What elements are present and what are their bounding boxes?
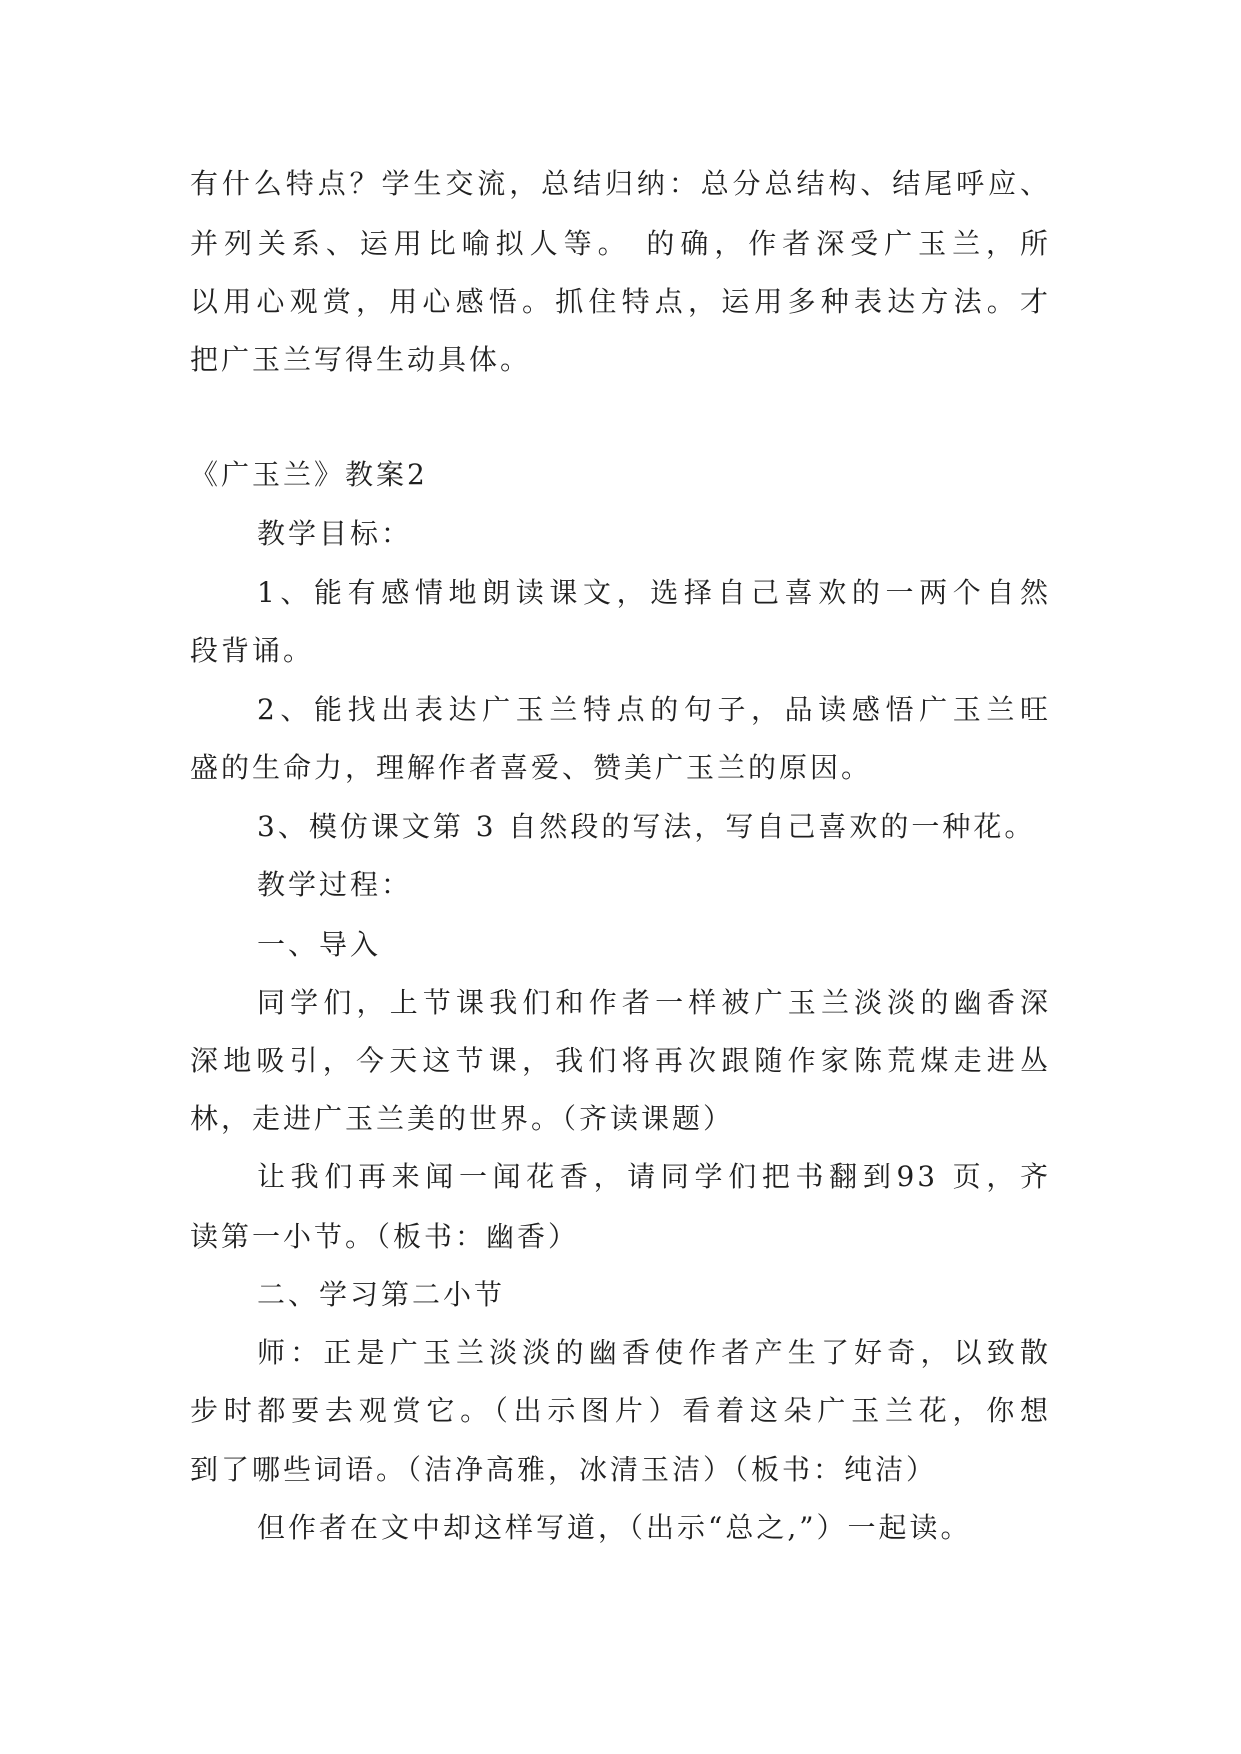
objective-line: 段背诵。 bbox=[190, 634, 315, 667]
objective-line: 盛的生命力，理解作者喜爱、赞美广玉兰的原因。 bbox=[190, 751, 873, 784]
objective-line: 1、能有感情地朗读课文，选择自己喜欢的一两个自然 bbox=[257, 576, 1051, 609]
objective-line: 3、模仿课文第 3 自然段的写法，写自己喜欢的一种花。 bbox=[257, 810, 1036, 843]
paragraph-line: 步时都要去观赏它。（出示图片）看着这朵广玉兰花，你想 bbox=[190, 1394, 1051, 1427]
text-line: 把广玉兰写得生动具体。 bbox=[190, 343, 532, 376]
objectives-heading: 教学目标： bbox=[257, 517, 413, 550]
text-line: 并列关系、运用比喻拟人等。 的确，作者深受广玉兰，所 bbox=[190, 227, 1051, 260]
text-line: 有什么特点？学生交流，总结归纳：总分总结构、结尾呼应、 bbox=[190, 167, 1051, 200]
paragraph-line: 到了哪些词语。（洁净高雅，冰清玉洁）（板书：纯洁） bbox=[190, 1453, 938, 1486]
paragraph-line: 读第一小节。（板书：幽香） bbox=[190, 1220, 580, 1253]
section-title: 《广玉兰》教案2 bbox=[190, 458, 428, 491]
paragraph-line: 让我们再来闻一闻花香，请同学们把书翻到93 页，齐 bbox=[257, 1160, 1051, 1193]
paragraph-line: 同学们，上节课我们和作者一样被广玉兰淡淡的幽香深 bbox=[257, 986, 1051, 1019]
step-heading: 一、导入 bbox=[257, 928, 382, 961]
step-heading: 二、学习第二小节 bbox=[257, 1278, 506, 1311]
paragraph-line: 林，走进广玉兰美的世界。（齐读课题） bbox=[190, 1102, 735, 1135]
process-heading: 教学过程： bbox=[257, 868, 413, 901]
paragraph-line: 深地吸引，今天这节课，我们将再次跟随作家陈荒煤走进丛 bbox=[190, 1044, 1051, 1077]
text-line: 以用心观赏，用心感悟。抓住特点，运用多种表达方法。才 bbox=[190, 285, 1051, 318]
objective-line: 2、能找出表达广玉兰特点的句子，品读感悟广玉兰旺 bbox=[257, 693, 1051, 726]
paragraph-line: 但作者在文中却这样写道，（出示“总之,”）一起读。 bbox=[257, 1511, 972, 1544]
paragraph-line: 师：正是广玉兰淡淡的幽香使作者产生了好奇，以致散 bbox=[257, 1336, 1051, 1369]
